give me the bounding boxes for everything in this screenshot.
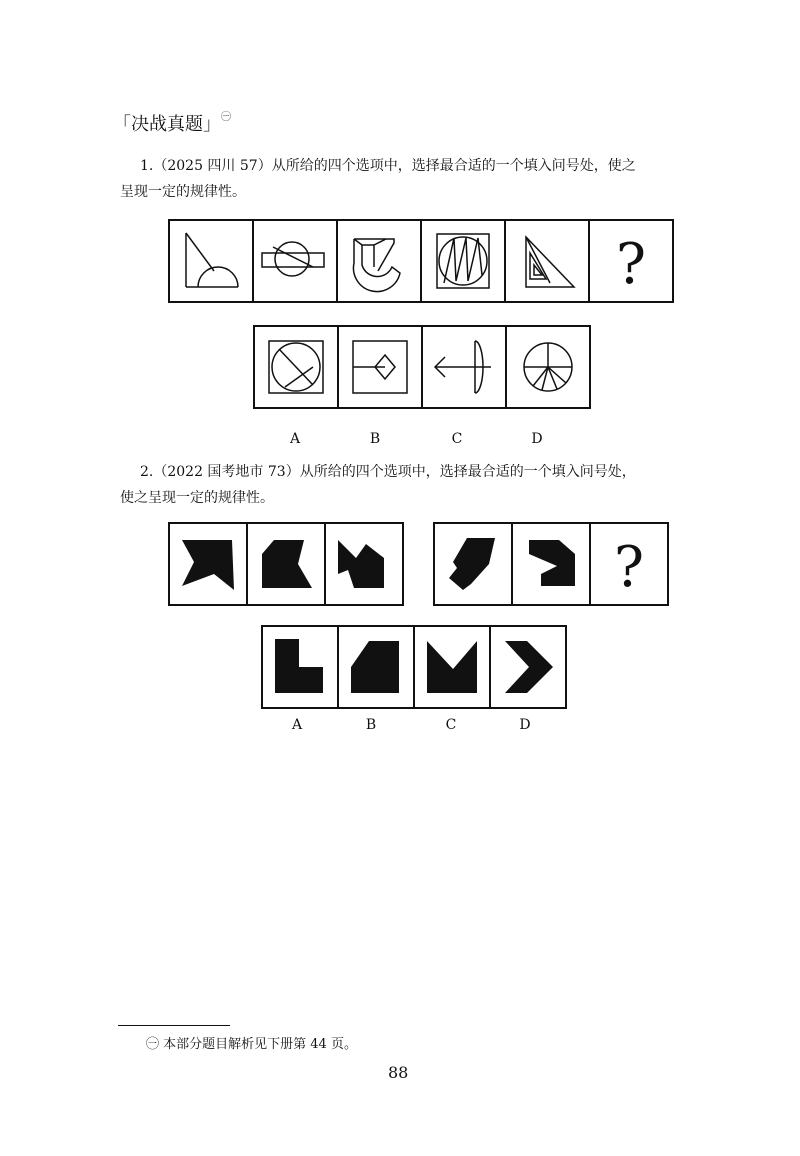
heading-bracket-close: 」 xyxy=(203,114,221,135)
section-heading xyxy=(113,108,231,136)
heading-title: 决战真题 xyxy=(131,114,203,135)
q2-option-label-d: D xyxy=(519,717,531,733)
q1-question-mark: ? xyxy=(615,232,647,297)
q1-question-cell xyxy=(588,219,674,303)
q2-option-d[interactable] xyxy=(489,625,567,709)
q1-option-c[interactable] xyxy=(421,325,507,409)
q1-option-label-c: C xyxy=(451,431,463,447)
q1-option-b[interactable] xyxy=(337,325,423,409)
q2-question-mark: ? xyxy=(613,535,645,600)
footnote-rule xyxy=(118,1025,230,1026)
q2-stem-figure-3 xyxy=(324,522,404,606)
q2-option-label-a: A xyxy=(291,717,303,733)
q2-stem-figure-2 xyxy=(246,522,326,606)
question-1-line-1: 1.（2025 四川 57）从所给的四个选项中，选择最合适的一个填入问号处，使之 xyxy=(140,158,636,174)
question-1-options-row xyxy=(253,325,591,409)
q2-question-cell xyxy=(589,522,669,606)
q2-option-label-b: B xyxy=(365,717,377,733)
footnote-mark: ㊀ xyxy=(146,1037,160,1052)
footnote xyxy=(146,1033,357,1052)
q2-stem-figure-5 xyxy=(511,522,591,606)
q1-stem-figure-1 xyxy=(168,219,254,303)
question-1-line-2: 呈现一定的规律性。 xyxy=(120,184,246,200)
q1-option-a[interactable] xyxy=(253,325,339,409)
question-2-stem-group-1 xyxy=(168,522,404,606)
q2-option-label-c: C xyxy=(445,717,457,733)
q2-option-b[interactable] xyxy=(337,625,415,709)
question-1-stem-row xyxy=(168,219,674,303)
q1-stem-figure-4 xyxy=(420,219,506,303)
q1-stem-figure-5 xyxy=(504,219,590,303)
question-2-stem-group-2 xyxy=(433,522,669,606)
q1-option-label-b: B xyxy=(369,431,381,447)
page-number: 88 xyxy=(388,1063,409,1082)
question-2-text xyxy=(120,459,740,511)
q1-option-label-a: A xyxy=(289,431,301,447)
q2-stem-figure-1 xyxy=(168,522,248,606)
question-2-line-1: 2.（2022 国考地市 73）从所给的四个选项中，选择最合适的一个填入问号处， xyxy=(140,464,636,480)
q1-stem-figure-3 xyxy=(336,219,422,303)
q2-option-a[interactable] xyxy=(261,625,339,709)
question-2-options-row xyxy=(261,625,567,709)
footnote-text: 本部分题目解析见下册第 44 页。 xyxy=(163,1037,357,1052)
q1-stem-figure-2 xyxy=(252,219,338,303)
heading-footnote-mark: ㊀ xyxy=(221,112,231,123)
question-2-line-2: 使之呈现一定的规律性。 xyxy=(120,490,274,506)
q1-option-d[interactable] xyxy=(505,325,591,409)
q1-option-label-d: D xyxy=(531,431,543,447)
q2-option-c[interactable] xyxy=(413,625,491,709)
heading-bracket-open: 「 xyxy=(113,114,131,135)
q2-stem-figure-4 xyxy=(433,522,513,606)
question-1-text xyxy=(120,153,740,205)
